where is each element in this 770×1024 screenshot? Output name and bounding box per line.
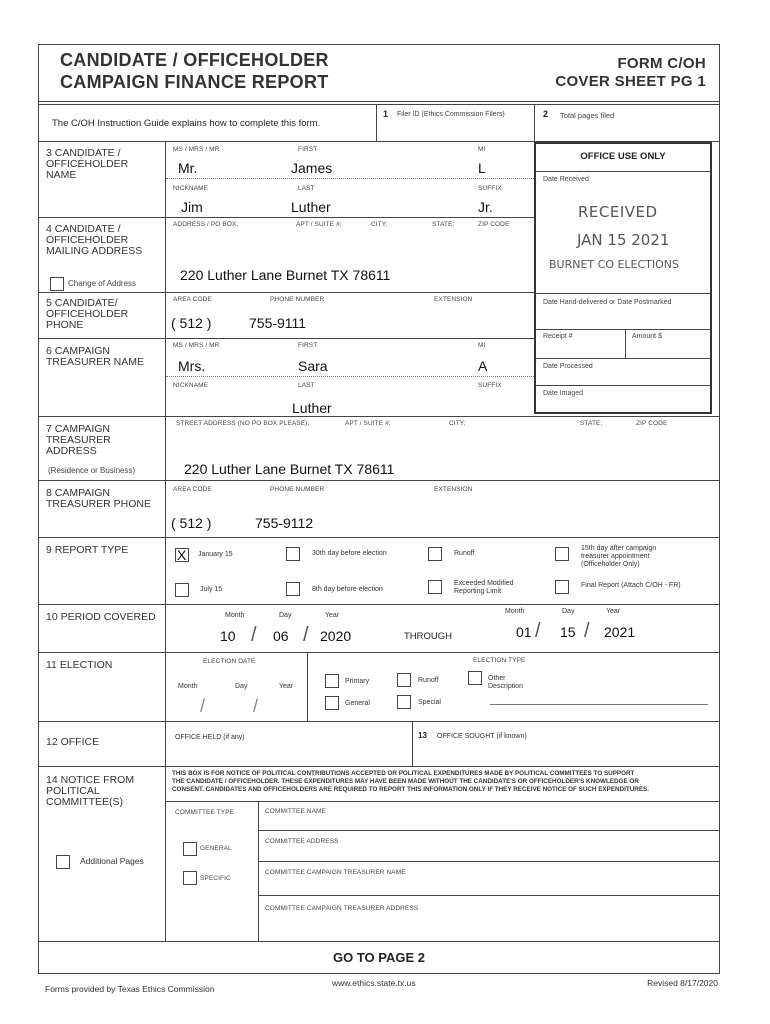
received-stamp: RECEIVED [578, 203, 658, 221]
to-slash-1: / [535, 620, 541, 642]
street-address-label: STREET ADDRESS (NO PO BOX PLEASE); [176, 420, 310, 427]
report-type-label: 9 REPORT TYPE [46, 544, 129, 556]
instruction-text: The C/OH Instruction Guide explains how to complete this form. [52, 118, 321, 129]
treasurer-name-label: 6 CAMPAIGN TREASURER NAME [46, 345, 145, 368]
form-title-2: CAMPAIGN FINANCE REPORT [60, 72, 329, 92]
candidate-address[interactable]: 220 Luther Lane Burnet TX 78611 [180, 267, 391, 283]
pages-filed-label: Total pages filed [560, 111, 615, 120]
from-day-label: Day [279, 612, 292, 619]
15-day-label: 15th day after campaign treasurer appointment (Officeholder Only) [581, 545, 657, 568]
election-slash-2: / [253, 696, 259, 716]
other-checkbox[interactable] [468, 671, 482, 685]
treasurer-area-code[interactable]: ( 512 ) [171, 515, 212, 531]
mi-field-label: MI [478, 146, 486, 153]
committee-name-label: COMMITTEE NAME [265, 808, 326, 815]
amount-label: Amount $ [632, 333, 662, 340]
january-15-checkbox[interactable] [175, 548, 189, 562]
provided-by: Forms provided by Texas Ethics Commission [45, 984, 215, 994]
treasurer-city-label: CITY; [449, 420, 466, 427]
treasurer-nickname-label: NICKNAME [173, 382, 209, 389]
election-year-label: Year [279, 683, 294, 690]
candidate-phone-label: 5 CANDIDATE/ OFFICEHOLDER PHONE [46, 297, 129, 331]
received-stamp-office: BURNET CO ELECTIONS [549, 258, 680, 271]
date-received-label: Date Received [543, 176, 589, 183]
committee-treasurer-address-label: COMMITTEE CAMPAIGN TREASURER ADDRESS [265, 905, 419, 912]
additional-pages-label: Additional Pages [80, 856, 144, 866]
date-imaged-label: Date Imaged [543, 390, 584, 397]
election-date-header: ELECTION DATE [203, 658, 256, 665]
treasurer-address-label: 7 CAMPAIGN TREASURER ADDRESS [46, 423, 111, 457]
exceeded-limit-label: Exceeded Modified Reporting Limit [454, 580, 514, 595]
other-description-line[interactable] [490, 704, 708, 705]
additional-pages-checkbox[interactable] [56, 855, 70, 869]
treasurer-state-label: STATE; [580, 420, 603, 427]
to-day-label: Day [562, 608, 575, 615]
to-year-label: Year [606, 608, 621, 615]
election-day-label: Day [235, 683, 248, 690]
to-day[interactable]: 15 [560, 624, 576, 640]
area-code-label: AREA CODE [173, 296, 212, 303]
received-stamp-date: JAN 15 2021 [577, 231, 670, 249]
revised-date: Revised 8/17/2020 [647, 978, 718, 988]
office-sought-field[interactable] [416, 746, 714, 764]
primary-label: Primary [345, 678, 370, 685]
treasurer-zip-label: ZIP CODE [636, 420, 668, 427]
election-slash-1: / [200, 696, 206, 716]
through-label: THROUGH [404, 631, 453, 642]
notice-line-1: THIS BOX IS FOR NOTICE OF POLITICAL CONTRIBUTIONS ACCEPTED OR POLITICAL EXPENDITURES MADE BY POLITICAL COMMITTEES TO SUPPORT [172, 770, 635, 777]
general-committee-label: GENERAL [200, 845, 232, 852]
treasurer-address[interactable]: 220 Luther Lane Burnet TX 78611 [184, 461, 395, 477]
exceeded-limit-checkbox[interactable] [428, 580, 442, 594]
committee-type-label: COMMITTEE TYPE [175, 809, 235, 816]
form-border-left [38, 44, 39, 974]
special-checkbox[interactable] [397, 695, 411, 709]
general-label: General [345, 700, 370, 707]
office-use-title: OFFICE USE ONLY [580, 151, 666, 162]
treasurer-area-label: AREA CODE [173, 486, 212, 493]
form-border-bottom [38, 973, 720, 974]
treasurer-first-label: FIRST [298, 342, 318, 349]
phone-number-label: PHONE NUMBER [270, 296, 325, 303]
filer-id-num: 1 [383, 109, 389, 119]
form-border-top [38, 44, 720, 45]
from-year[interactable]: 2020 [320, 628, 352, 644]
nickname-field-label: NICKNAME [173, 185, 209, 192]
specific-committee-checkbox[interactable] [183, 871, 197, 885]
treasurer-last[interactable]: Luther [292, 400, 332, 416]
candidate-mi[interactable]: L [478, 160, 486, 176]
pages-filed-field[interactable] [540, 122, 710, 138]
final-report-label: Final Report (Attach C/OH - FR) [581, 582, 681, 589]
mailing-address-label: 4 CANDIDATE / OFFICEHOLDER MAILING ADDRESS [46, 223, 143, 257]
zip-field-label: ZIP CODE [478, 221, 510, 228]
from-month[interactable]: 10 [220, 628, 236, 644]
office-held-field[interactable] [170, 746, 408, 764]
form-border-right [719, 44, 720, 974]
treasurer-extension-label: EXTENSION [434, 486, 473, 493]
to-month-label: Month [505, 608, 525, 615]
8-day-checkbox[interactable] [286, 582, 300, 596]
election-label: 11 ELECTION [46, 659, 113, 671]
date-processed-label: Date Processed [543, 363, 593, 370]
runoff-election-checkbox[interactable] [397, 673, 411, 687]
notice-label: 14 NOTICE FROM POLITICAL COMMITTEE(S) [46, 774, 135, 808]
30-day-label: 30th day before election [312, 550, 387, 557]
primary-checkbox[interactable] [325, 674, 339, 688]
from-month-label: Month [225, 612, 245, 619]
address-field-label: ADDRESS / PO BOX; [173, 221, 239, 228]
office-held-label: OFFICE HELD (if any) [175, 734, 245, 741]
office-sought-label: OFFICE SOUGHT (if known) [437, 733, 527, 740]
january-15-label: January 15 [198, 551, 233, 558]
office-sought-num: 13 [418, 731, 427, 740]
cover-sheet-label: COVER SHEET PG 1 [555, 73, 706, 90]
to-slash-2: / [584, 620, 590, 642]
15-day-checkbox[interactable] [555, 547, 569, 561]
notice-line-2: THE CANDIDATE / OFFICEHOLDER. THESE EXPENDITURES MAY HAVE BEEN MADE WITHOUT THE CANDIDATE'S OR OFFICEHOLDER'S KNOWLEDGE OR [172, 778, 639, 785]
treasurer-phone-label: 8 CAMPAIGN TREASURER PHONE [46, 487, 152, 510]
period-covered-label: 10 PERIOD COVERED [46, 611, 156, 623]
general-checkbox[interactable] [325, 696, 339, 710]
filer-id-label: Filer ID (Ethics Commission Filers) [397, 111, 505, 118]
treasurer-phone[interactable]: 755-9112 [255, 515, 314, 531]
first-field-label: FIRST [298, 146, 318, 153]
from-slash-1: / [251, 624, 257, 646]
january-15-check-mark: X [177, 547, 187, 563]
treasurer-first[interactable]: Sara [298, 358, 328, 374]
treasurer-ms[interactable]: Mrs. [178, 358, 206, 374]
notice-line-3: CONSENT. CANDIDATES AND OFFICEHOLDERS ARE REQUIRED TO REPORT THIS INFORMATION ONLY IF THEY RECEIVE NOTICE OF SUCH EXPENDITURES. [172, 786, 649, 793]
candidate-name-label: 3 CANDIDATE / OFFICEHOLDER NAME [46, 147, 129, 181]
runoff-report-checkbox[interactable] [428, 547, 442, 561]
change-address-checkbox[interactable] [50, 277, 64, 291]
receipt-label: Receipt # [543, 333, 573, 340]
city-field-label: CITY; [371, 221, 388, 228]
office-label: 12 OFFICE [46, 736, 100, 748]
go-to-page-2: GO TO PAGE 2 [333, 950, 425, 965]
from-day[interactable]: 06 [273, 628, 289, 644]
residence-note: (Residence or Business) [48, 466, 136, 475]
candidate-ms[interactable]: Mr. [178, 160, 198, 176]
ms-field-label: MS / MRS / MR [173, 146, 220, 153]
election-month-label: Month [178, 683, 198, 690]
runoff-report-label: Runoff [454, 550, 475, 557]
election-type-header: ELECTION TYPE [473, 657, 526, 664]
change-address-label: Change of Address [68, 279, 137, 288]
to-month[interactable]: 01 [516, 624, 532, 640]
candidate-suffix[interactable]: Jr. [478, 199, 493, 215]
special-label: Special [418, 699, 441, 706]
treasurer-phone-number-label: PHONE NUMBER [270, 486, 325, 493]
ethics-url[interactable]: www.ethics.state.tx.us [332, 978, 416, 988]
to-year[interactable]: 2021 [604, 624, 636, 640]
suffix-field-label: SUFFIX [478, 185, 502, 192]
from-year-label: Year [325, 612, 340, 619]
treasurer-last-label: LAST [298, 382, 315, 389]
treasurer-mi-label: MI [478, 342, 486, 349]
treasurer-ms-label: MS / MRS / MR [173, 342, 220, 349]
extension-label: EXTENSION [434, 296, 473, 303]
other-label: Other Description [488, 675, 524, 690]
july-15-label: July 15 [200, 586, 223, 593]
treasurer-apt-label: APT / SUITE #; [345, 420, 391, 427]
30-day-checkbox[interactable] [286, 547, 300, 561]
state-field-label: STATE; [432, 221, 455, 228]
candidate-nickname[interactable]: Jim [181, 199, 203, 215]
from-slash-2: / [303, 624, 309, 646]
form-id: FORM C/OH [617, 55, 706, 72]
treasurer-mi[interactable]: A [478, 358, 488, 374]
runoff-election-label: Runoff [418, 677, 439, 684]
july-15-checkbox[interactable] [175, 583, 189, 597]
treasurer-suffix-label: SUFFIX [478, 382, 502, 389]
candidate-last[interactable]: Luther [291, 199, 331, 215]
general-committee-checkbox[interactable] [183, 842, 197, 856]
candidate-phone[interactable]: 755-9111 [249, 315, 307, 331]
date-hand-label: Date Hand-delivered or Date Postmarked [543, 299, 672, 306]
form-title-1: CANDIDATE / OFFICEHOLDER [60, 50, 329, 70]
filer-id-field[interactable] [380, 122, 530, 138]
apt-field-label: APT / SUITE #; [296, 221, 342, 228]
candidate-first[interactable]: James [291, 160, 333, 176]
candidate-area-code[interactable]: ( 512 ) [171, 315, 212, 331]
committee-treasurer-name-label: COMMITTEE CAMPAIGN TREASURER NAME [265, 869, 406, 876]
specific-committee-label: SPECIFIC [200, 875, 231, 882]
8-day-label: 8th day before election [312, 586, 383, 593]
committee-address-label: COMMITTEE ADDRESS [265, 838, 339, 845]
pages-filed-num: 2 [543, 109, 549, 119]
final-report-checkbox[interactable] [555, 580, 569, 594]
last-field-label: LAST [298, 185, 315, 192]
